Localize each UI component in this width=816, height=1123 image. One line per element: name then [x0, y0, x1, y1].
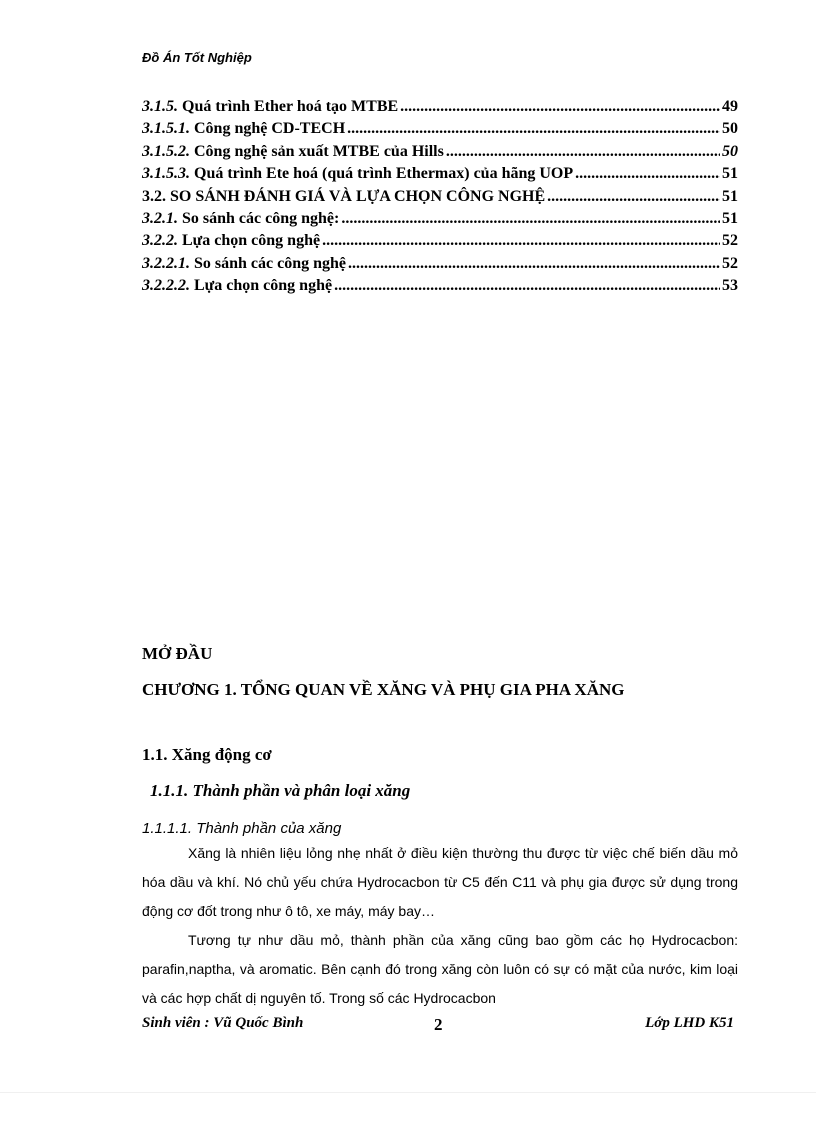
- section-heading-1-1: 1.1. Xăng động cơ: [142, 745, 272, 764]
- footer-class: Lớp LHD K51: [645, 1015, 734, 1031]
- toc-entry[interactable]: [142, 141, 738, 163]
- toc-entry-number: 3.2.1.: [142, 210, 178, 228]
- toc-entry-page: 50: [722, 120, 738, 138]
- section-heading-1-1-1: 1.1.1. Thành phần và phân loại xăng: [150, 781, 411, 800]
- toc-entry-title: Công nghệ sản xuất MTBE của Hills: [194, 142, 444, 160]
- toc-entry[interactable]: [142, 253, 738, 275]
- chapter-heading: CHƯƠNG 1. TỔNG QUAN VỀ XĂNG VÀ PHỤ GIA PHA XĂNG: [142, 680, 625, 699]
- table-of-contents: [142, 96, 738, 298]
- page-edge-divider: [0, 1092, 816, 1093]
- toc-leader-dots: [348, 253, 720, 275]
- toc-entry-number: 3.1.5.3.: [142, 165, 190, 183]
- toc-entry-page: 53: [722, 277, 738, 295]
- page-number: 2: [434, 1015, 443, 1034]
- toc-entry-page: 51: [722, 165, 738, 183]
- toc-entry-page: 51: [722, 187, 738, 205]
- intro-heading: MỞ ĐẦU: [142, 644, 213, 663]
- running-header: Đồ Án Tốt Nghiệp: [142, 50, 252, 65]
- toc-leader-dots: [400, 96, 720, 118]
- toc-entry-page: 50: [722, 142, 738, 160]
- toc-entry-number: 3.2.2.: [142, 232, 178, 250]
- toc-entry-page: 52: [722, 254, 738, 272]
- toc-entry[interactable]: [142, 96, 738, 118]
- toc-entry-number: 3.1.5.1.: [142, 120, 190, 138]
- toc-entry-page: 51: [722, 210, 738, 228]
- toc-entry-title: Quá trình Ete hoá (quá trình Ethermax) của hãng UOP: [194, 165, 574, 183]
- body-paragraph: Tương tự như dầu mỏ, thành phần của xăng cũng bao gồm các họ Hydrocacbon: parafin,naptha, và aromatic. Bên cạnh đó trong xăng còn luôn có sự có mặt của nước, kim loại và các hợp chất dị nguyên tố. Trong số các Hydrocacbon: [142, 932, 738, 1006]
- toc-entry[interactable]: [142, 186, 738, 208]
- toc-entry[interactable]: [142, 208, 738, 230]
- toc-entry[interactable]: [142, 230, 738, 252]
- toc-entry-title: Công nghệ CD-TECH: [194, 120, 346, 138]
- toc-entry-number: 3.1.5.2.: [142, 142, 190, 160]
- toc-leader-dots: [547, 186, 720, 208]
- toc-entry-number: 3.1.5.: [142, 98, 178, 115]
- toc-entry-number: 3.2.: [142, 187, 166, 205]
- section-heading-1-1-1-1: 1.1.1.1. Thành phần của xăng: [142, 820, 342, 837]
- toc-entry-number: 3.2.2.2.: [142, 277, 190, 295]
- toc-entry-page: 52: [722, 232, 738, 250]
- toc-leader-dots: [575, 163, 720, 185]
- toc-entry-title: Quá trình Ether hoá tạo MTBE: [182, 98, 399, 115]
- toc-entry-title: Lựa chọn công nghệ: [182, 232, 321, 250]
- toc-entry-page: 49: [722, 98, 738, 115]
- toc-entry[interactable]: [142, 275, 738, 297]
- toc-leader-dots: [334, 275, 720, 297]
- toc-entry-title: SO SÁNH ĐÁNH GIÁ VÀ LỰA CHỌN CÔNG NGHỆ: [170, 187, 546, 205]
- toc-leader-dots: [347, 118, 720, 140]
- toc-entry[interactable]: [142, 118, 738, 140]
- toc-leader-dots: [446, 141, 720, 163]
- body-paragraph: Xăng là nhiên liệu lỏng nhẹ nhất ở điều kiện thường thu được từ việc chế biến dầu mỏ hóa dầu và khí. Nó chủ yếu chứa Hydrocacbon từ C5 đến C11 và phụ gia được sử dụng trong động cơ đốt trong như ô tô, xe máy, máy bay…: [142, 845, 738, 919]
- page-footer: [142, 1015, 738, 1039]
- toc-leader-dots: [341, 208, 720, 230]
- toc-entry-title: Lựa chọn công nghệ: [194, 277, 333, 295]
- toc-entry-title: So sánh các công nghệ:: [182, 210, 340, 228]
- footer-student: Sinh viên : Vũ Quốc Bình: [142, 1015, 304, 1031]
- toc-leader-dots: [322, 230, 720, 252]
- toc-entry[interactable]: [142, 163, 738, 185]
- toc-entry-title: So sánh các công nghệ: [194, 254, 347, 272]
- toc-entry-number: 3.2.2.1.: [142, 254, 190, 272]
